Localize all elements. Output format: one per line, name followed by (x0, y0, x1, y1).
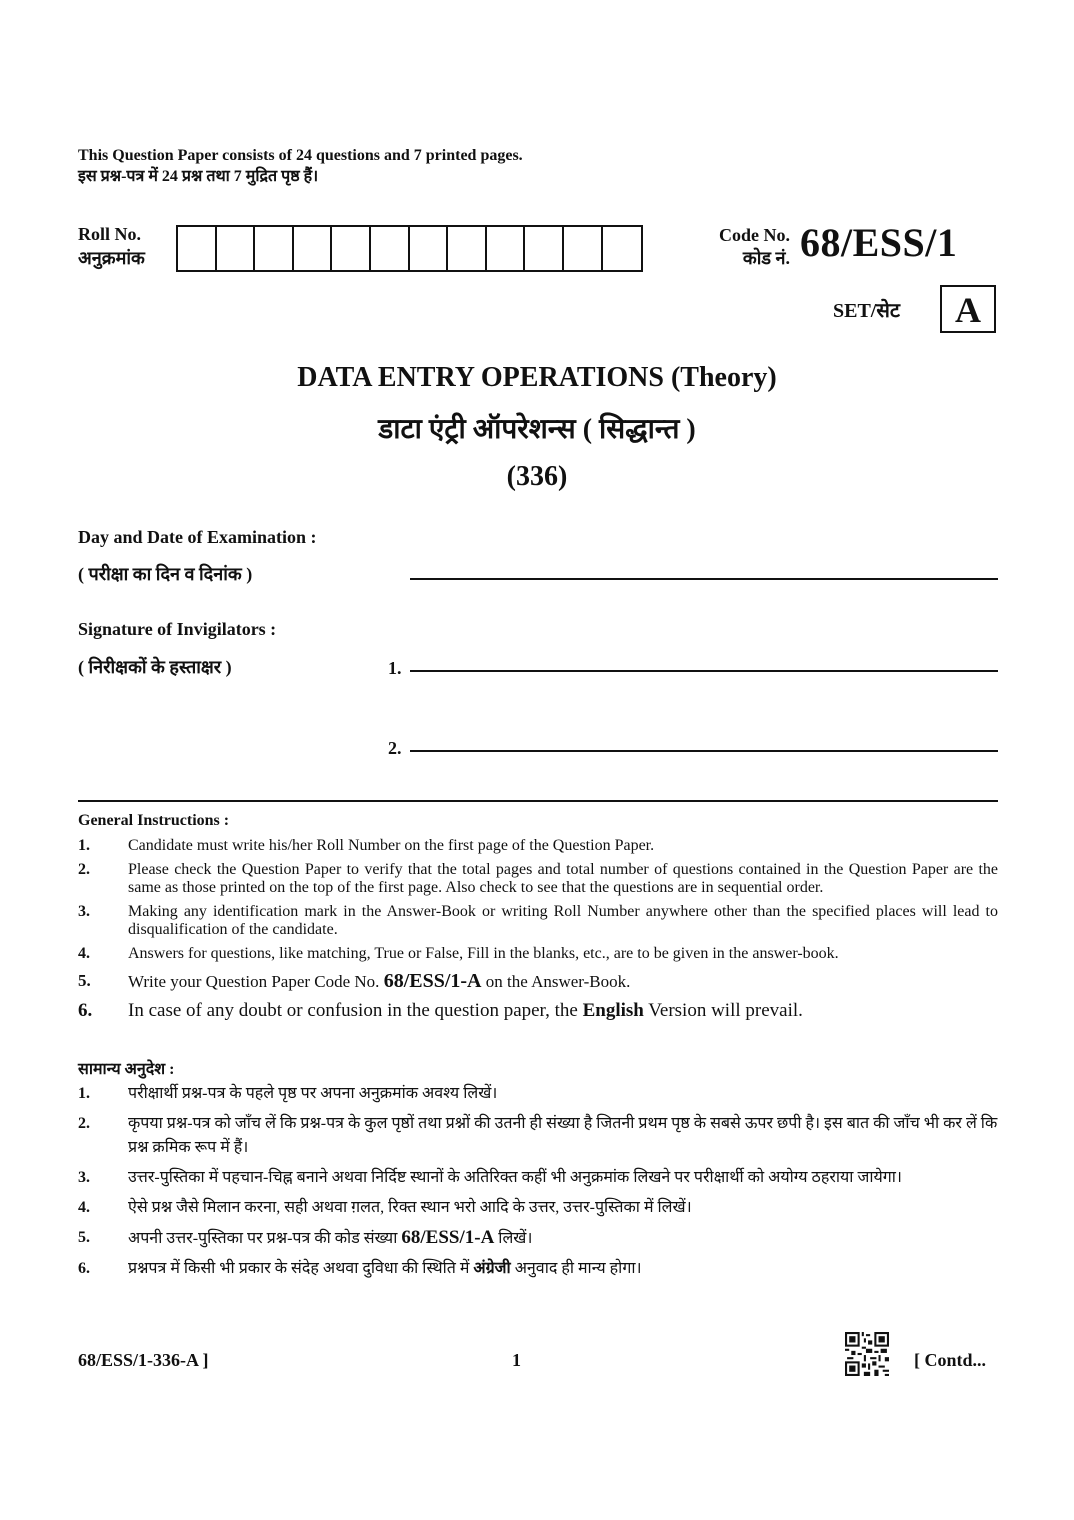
roll-number-cell[interactable] (448, 227, 487, 270)
item-text: कृपया प्रश्न-पत्र को जाँच लें कि प्रश्न-पत्र के कुल पृष्ठों तथा प्रश्नों की उतनी ही संख्या है जितनी प्रथम पृष्ठ के सबसे ऊपर छपी है। इस बात की जाँच भी कर लें कि प्रश्न क्रमिक रूप में हैं। (128, 1115, 998, 1156)
hindi-instructions-list (78, 1082, 998, 1281)
item-number: 4. (78, 1199, 90, 1216)
item-number: 1. (78, 1085, 90, 1102)
title-en: DATA ENTRY OPERATIONS (Theory) (297, 362, 777, 393)
invigilator-label-hi: ( निरीक्षकों के हस्ताक्षर ) (78, 657, 232, 677)
roll-number-cell[interactable] (525, 227, 564, 270)
item-number: 6. (78, 1000, 93, 1021)
list-item (78, 903, 998, 939)
code-label-hi: कोड नं. (742, 248, 790, 268)
exam-date-label-en: Day and Date of Examination : (78, 527, 317, 547)
item-text: ऐसे प्रश्न जैसे मिलान करना, सही अथवा ग़लत, रिक्त स्थान भरो आदि के उत्तर, उत्तर-पुस्तिका में लिखें। (128, 1199, 692, 1216)
continued-label: [ Contd... (914, 1350, 987, 1370)
roll-number-cell[interactable] (487, 227, 526, 270)
item-text: Write your Question Paper Code No. 68/ESS/1-A on the Answer-Book. (128, 970, 631, 992)
set-value: A (940, 285, 996, 333)
list-item (78, 1112, 998, 1160)
roll-number-cell[interactable] (332, 227, 371, 270)
item-text: परीक्षार्थी प्रश्न-पत्र के पहले पृष्ठ पर अपना अनुक्रमांक अवश्य लिखें। (128, 1085, 498, 1102)
item-number: 4. (78, 945, 90, 962)
subject-code: (336) (506, 461, 568, 492)
item-number: 1. (78, 837, 90, 854)
footer-code: 68/ESS/1-336-A ] (78, 1350, 209, 1370)
hindi-instructions-title: सामान्य अनुदेश : (78, 1061, 175, 1078)
roll-number-boxes[interactable] (176, 225, 643, 272)
roll-number-cell[interactable] (294, 227, 333, 270)
roll-label-en: Roll No. (78, 224, 141, 244)
invigilator-2-line[interactable] (410, 750, 998, 752)
invigilator-2-number: 2. (388, 738, 402, 758)
code-label-en: Code No. (719, 225, 790, 245)
invigilator-1-number: 1. (388, 658, 402, 678)
item-text: Answers for questions, like matching, True or False, Fill in the blanks, etc., are to be given in the answer-book. (128, 945, 839, 962)
page-number: 1 (512, 1350, 521, 1370)
general-instructions-title: General Instructions : (78, 812, 230, 829)
list-item (78, 1196, 998, 1220)
roll-label (78, 222, 145, 270)
roll-number-cell[interactable] (217, 227, 256, 270)
list-item (78, 1257, 998, 1281)
list-item (78, 1082, 998, 1106)
roll-label-hi: अनुक्रमांक (78, 248, 145, 268)
roll-number-cell[interactable] (410, 227, 449, 270)
item-number: 5. (78, 971, 91, 990)
item-number: 2. (78, 861, 90, 878)
code-label (702, 224, 790, 270)
exam-date-line[interactable] (410, 578, 998, 580)
list-item (78, 945, 998, 963)
general-instructions-list (78, 837, 998, 1022)
list-item (78, 837, 998, 855)
item-number: 3. (78, 1169, 90, 1186)
set-label: SET/सेट (833, 300, 900, 322)
roll-number-cell[interactable] (178, 227, 217, 270)
item-text: Please check the Question Paper to verify that the total pages and total number of questions contained in the Question Paper are the same as those printed on the top of the first page. Also check to see that the questions are in sequential order. (128, 861, 998, 896)
item-number: 6. (78, 1260, 90, 1277)
exam-date-label-hi: ( परीक्षा का दिन व दिनांक ) (78, 564, 253, 584)
list-item (78, 1226, 998, 1251)
item-number: 5. (78, 1229, 90, 1246)
item-number: 2. (78, 1115, 90, 1132)
item-text: अपनी उत्तर-पुस्तिका पर प्रश्न-पत्र की कोड संख्या 68/ESS/1-A लिखें। (128, 1227, 533, 1248)
item-number: 3. (78, 903, 90, 920)
invigilator-1-line[interactable] (410, 670, 998, 672)
list-item (78, 1000, 998, 1022)
paper-code: 68/ESS/1 (800, 220, 958, 265)
list-item (78, 861, 998, 897)
paper-info (78, 145, 523, 187)
paper-info-en: This Question Paper consists of 24 questions and 7 printed pages. (78, 147, 523, 164)
title-hi: डाटा एंट्री ऑपरेशन्स ( सिद्धान्त ) (378, 414, 696, 445)
divider (78, 800, 998, 802)
roll-number-cell[interactable] (255, 227, 294, 270)
item-text: प्रश्नपत्र में किसी भी प्रकार के संदेह अथवा दुविधा की स्थिति में अंग्रेजी अनुवाद ही मान्य होगा। (128, 1260, 642, 1277)
paper-info-hi: इस प्रश्न-पत्र में 24 प्रश्न तथा 7 मुद्रित पृष्ठ हैं। (78, 168, 319, 185)
roll-number-cell[interactable] (564, 227, 603, 270)
item-text: Making any identification mark in the Answer-Book or writing Roll Number anywhere other than the specified places will lead to disqualification of the candidate. (128, 903, 998, 938)
list-item (78, 1166, 998, 1190)
item-text: Candidate must write his/her Roll Number on the first page of the Question Paper. (128, 837, 655, 854)
qr-code-icon (845, 1332, 889, 1376)
roll-number-cell[interactable] (371, 227, 410, 270)
roll-number-cell[interactable] (603, 227, 642, 270)
list-item (78, 971, 998, 992)
invigilator-label-en: Signature of Invigilators : (78, 619, 277, 639)
item-text: In case of any doubt or confusion in the question paper, the English Version will prevail. (128, 1000, 803, 1021)
item-text: उत्तर-पुस्तिका में पहचान-चिह्न बनाने अथवा निर्दिष्ट स्थानों के अतिरिक्त कहीं भी अनुक्रमांक लिखने पर परीक्षार्थी को अयोग्य ठहराया जायेगा। (128, 1169, 902, 1186)
